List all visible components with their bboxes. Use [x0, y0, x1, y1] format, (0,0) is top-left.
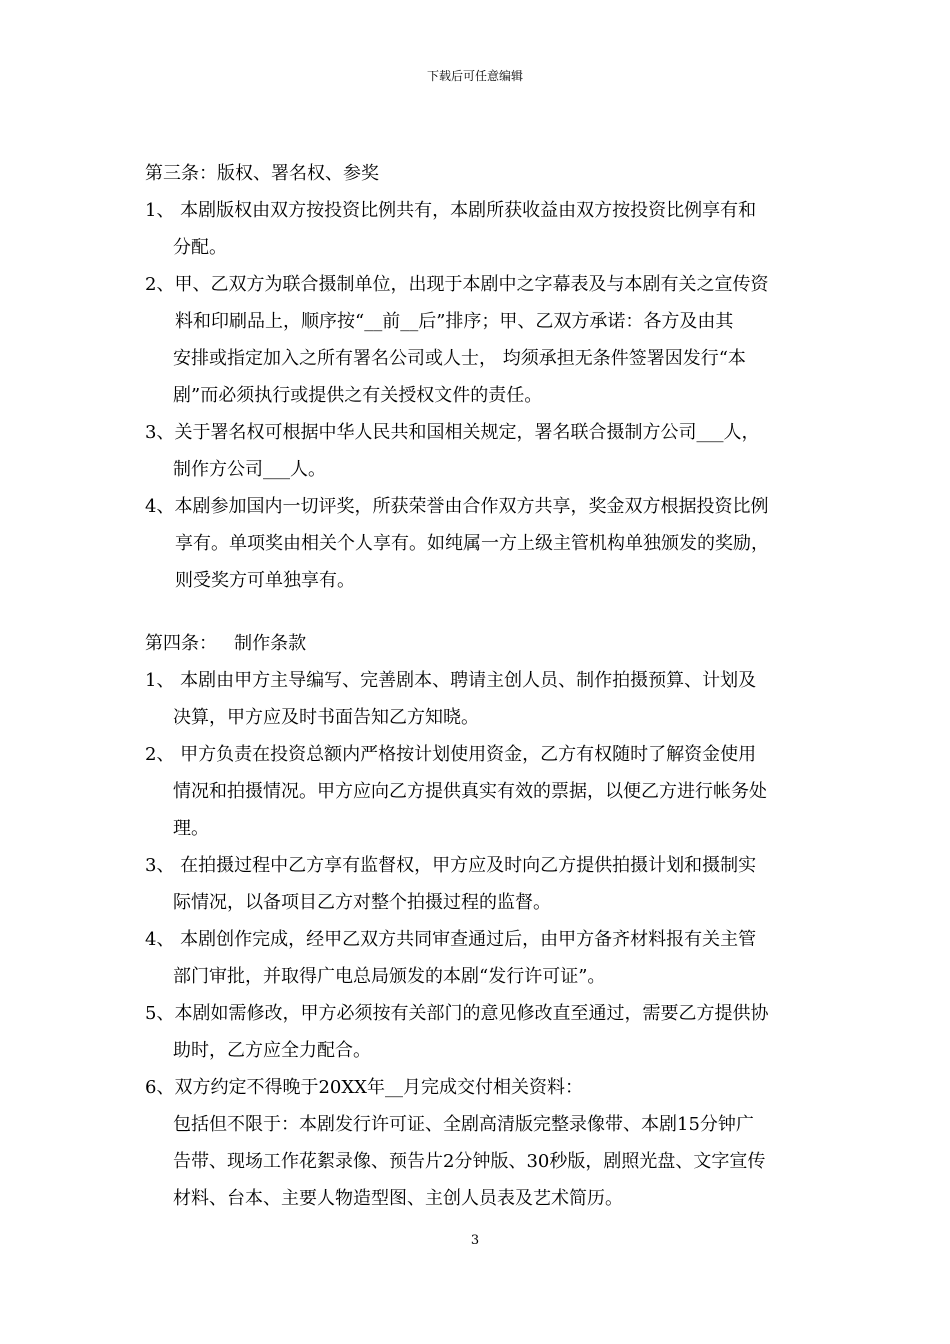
clause-line: 2、甲、乙双方为联合摄制单位，出现于本剧中之字幕表及与本剧有关之宣传资: [145, 274, 769, 295]
clause-line: 包括但不限于：本剧发行许可证、全剧高清版完整录像带、本剧15分钟广: [173, 1114, 754, 1135]
section-4: [145, 625, 845, 1217]
clause-line: 5、本剧如需修改，甲方必须按有关部门的意见修改直至通过，需要乙方提供协: [145, 1003, 769, 1024]
clause-line: 3、 在拍摄过程中乙方享有监督权，甲方应及时向乙方提供拍摄计划和摄制实: [145, 855, 757, 876]
clause-line: 1、 本剧版权由双方按投资比例共有，本剧所获收益由双方按投资比例享有和: [145, 200, 757, 221]
clause-line: 2、 甲方负责在投资总额内严格按计划使用资金，乙方有权随时了解资金使用: [145, 744, 757, 765]
clause-line: 际情况，以备项目乙方对整个拍摄过程的监督。: [173, 892, 551, 913]
clause-line: 4、本剧参加国内一切评奖，所获荣誉由合作双方共享，奖金双方根据投资比例: [145, 496, 769, 517]
page-header: 下载后可任意编辑: [426, 69, 523, 83]
clause-line: 制作方公司___人。: [173, 459, 326, 480]
clause-line: 材料、台本、主要人物造型图、主创人员表及艺术简历。: [173, 1188, 623, 1209]
clause-line: 6、双方约定不得晚于20XX年__月完成交付相关资料：: [145, 1077, 583, 1098]
clause-line: 告带、现场工作花絮录像、预告片2分钟版、30秒版，剧照光盘、文字宣传: [173, 1151, 766, 1172]
clause-line: 3、关于署名权可根据中华人民共和国相关规定，署名联合摄制方公司___人，: [145, 422, 760, 443]
clause-line: 料和印刷品上，顺序按“__前__后”排序；甲、乙双方承诺：各方及由其: [175, 311, 734, 332]
section-title: 第三条：版权、署名权、参奖: [145, 163, 379, 184]
clause-line: 助时，乙方应全力配合。: [173, 1040, 371, 1061]
clause-line: 1、 本剧由甲方主导编写、完善剧本、聘请主创人员、制作拍摄预算、计划及: [145, 670, 757, 691]
clause-line: 则受奖方可单独享有。: [175, 570, 355, 591]
clause-line: 4、 本剧创作完成，经甲乙双方共同审查通过后，由甲方备齐材料报有关主管: [145, 929, 757, 950]
clause-line: 部门审批，并取得广电总局颁发的本剧“发行许可证”。: [173, 966, 606, 987]
page-number: 3: [470, 1233, 480, 1248]
clause-line: 享有。单项奖由相关个人享有。如纯属一方上级主管机构单独颁发的奖励，: [175, 533, 769, 554]
section-title: 第四条： 制作条款: [145, 633, 307, 654]
clause-line: 情况和拍摄情况。甲方应向乙方提供真实有效的票据，以便乙方进行帐务处: [173, 781, 767, 802]
clause-line: 剧”而必须执行或提供之有关授权文件的责任。: [173, 385, 543, 406]
clause-line: 决算，甲方应及时书面告知乙方知晓。: [173, 707, 479, 728]
clause-line: 理。: [173, 818, 209, 839]
section-3: [145, 155, 845, 599]
clause-line: 安排或指定加入之所有署名公司或人士， 均须承担无条件签署因发行“本: [173, 348, 746, 369]
clause-line: 分配。: [173, 237, 227, 258]
